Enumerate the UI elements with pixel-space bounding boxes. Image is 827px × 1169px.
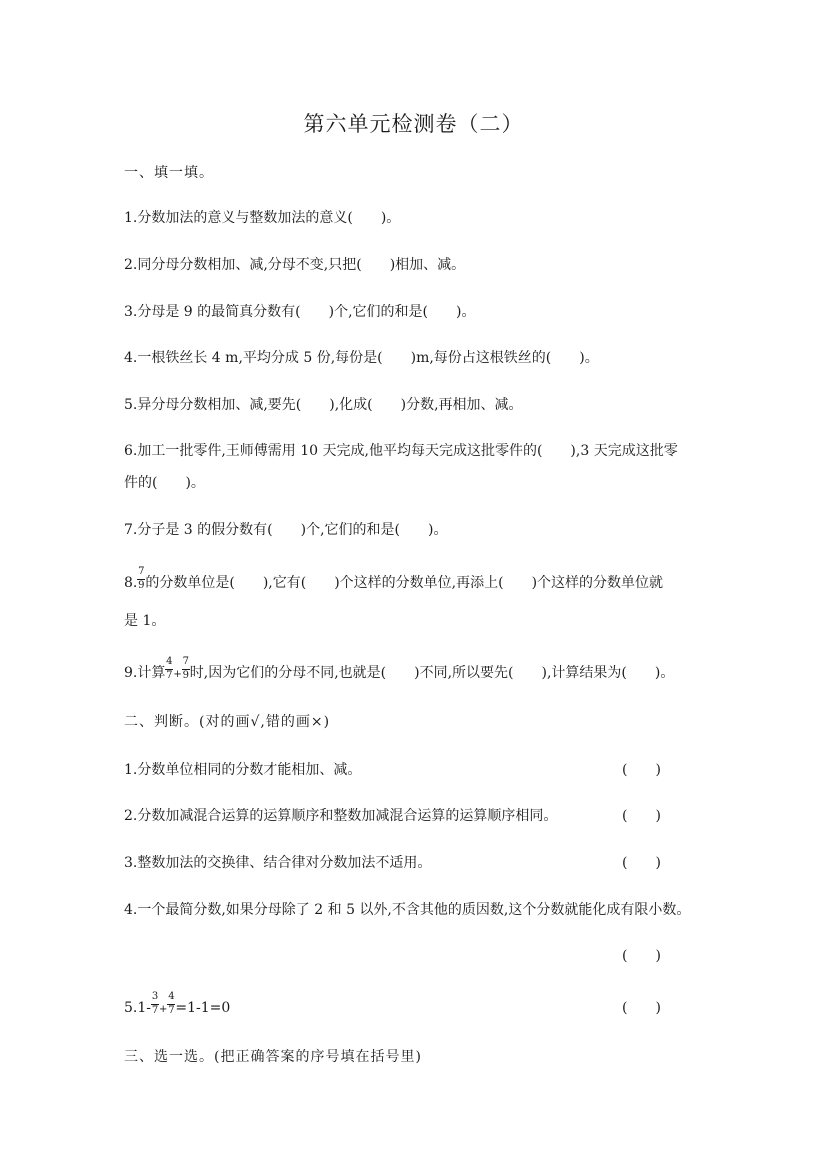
section-3-heading: 三、选一选。(把正确答案的序号填在括号里) [124,1049,422,1065]
q2-5-plus: + [159,1004,168,1015]
q8-prefix: 8. [124,575,138,591]
page-title: 第六单元检测卷（二） [303,112,524,136]
q9-prefix: 9.计算 [124,665,166,681]
section-2-heading: 二、判断。(对的画√,错的画×) [124,714,331,730]
question-1-1: 1.分数加法的意义与整数加法的意义( )。 [124,210,401,226]
answer-paren-2-3[interactable]: ( ) [622,855,661,871]
question-2-2: 2.分数加减混合运算的运算顺序和整数加减混合运算的运算顺序相同。 [124,808,558,824]
q9-f2-den: 9 [182,670,189,681]
question-1-8-line2: 是 1。 [124,613,166,629]
q8-rest: 的分数单位是( ),它有( )个这样的分数单位,再添上( )个这样的分数单位就 [145,575,664,591]
q8-fraction [137,566,145,593]
question-2-3: 3.整数加法的交换律、结合律对分数加法不适用。 [124,855,432,871]
q8-frac-num: 7 [138,566,145,577]
q9-f1-num: 4 [166,656,173,667]
question-2-5 [124,991,231,1020]
q2-5-f2-den: 7 [168,1005,175,1016]
q2-5-f2-num: 4 [168,991,175,1002]
question-1-4: 4.一根铁丝长 4 m,平均分成 5 份,每份是( )m,每份占这根铁丝的( )。 [124,350,599,366]
q2-5-fraction-2 [167,991,175,1018]
question-1-6-line1: 6.加工一批零件,王师傅需用 10 天完成,他平均每天完成这批零件的( ),3 天完成这批零 [124,443,678,459]
question-1-7: 7.分子是 3 的假分数有( )个,它们的和是( )。 [124,522,448,538]
question-1-6-line2: 件的( )。 [124,475,205,491]
answer-paren-2-1[interactable]: ( ) [622,762,661,778]
q9-rest: 时,因为它们的分母不同,也就是( )不同,所以要先( ),计算结果为( )。 [189,665,675,681]
q9-f1-den: 7 [166,670,173,681]
answer-paren-2-5[interactable]: ( ) [622,1000,661,1016]
q2-5-prefix: 5.1- [124,1000,151,1016]
q2-5-rest: =1-1=0 [175,1000,231,1016]
q9-fraction-2 [182,656,190,683]
question-2-1: 1.分数单位相同的分数才能相加、减。 [124,762,362,778]
question-1-8 [124,566,664,593]
q8-frac-den: 9 [138,580,145,591]
question-1-5: 5.异分母分数相加、减,要先( ),化成( )分数,再相加、减。 [124,397,523,413]
q9-plus: + [173,669,182,680]
q9-fraction-1 [165,656,173,683]
question-1-9 [124,656,675,685]
q2-5-fraction-1 [151,991,159,1018]
q9-f2-num: 7 [182,656,189,667]
question-1-3: 3.分母是 9 的最简真分数有( )个,它们的和是( )。 [124,304,476,320]
q2-5-f1-num: 3 [151,991,159,1002]
question-2-4: 4.一个最简分数,如果分母除了 2 和 5 以外,不含其他的质因数,这个分数就能化成有限小数。 [124,902,691,918]
section-1-heading: 一、填一填。 [124,165,214,181]
answer-paren-2-4[interactable]: ( ) [622,948,661,964]
answer-paren-2-2[interactable]: ( ) [622,808,661,824]
q2-5-f1-den: 7 [151,1005,159,1016]
question-1-2: 2.同分母分数相加、减,分母不变,只把( )相加、减。 [124,257,466,273]
